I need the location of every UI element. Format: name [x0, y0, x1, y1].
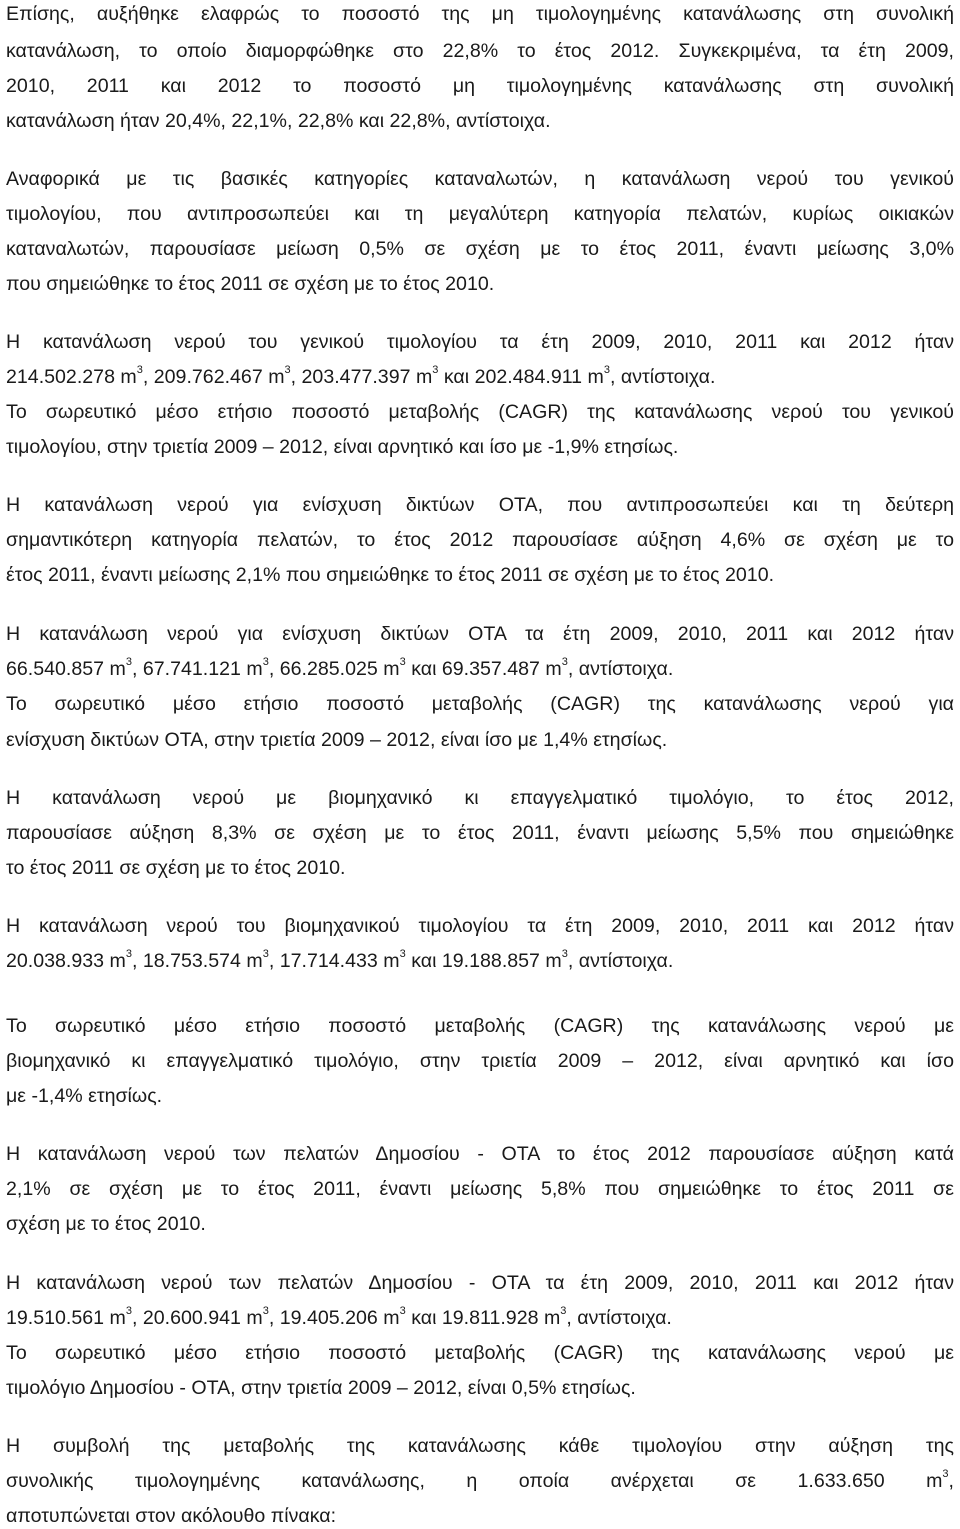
- paragraph-line: σχέση με το έτος 2010.: [6, 1213, 206, 1235]
- value: 203.477.397: [301, 366, 411, 388]
- paragraph-line: ενίσχυση δικτύων ΟΤΑ, στην τριετία 2009 – 2012, είναι ίσο με 1,4% ετησίως.: [6, 729, 668, 751]
- paragraph-line: Η κατανάλωση νερού του γενικού τιμολογίου τα έτη 2009, 2010, 2011 και 2012 ήταν: [6, 331, 954, 353]
- paragraph-line: Η κατανάλωση νερού με βιομηχανικό κι επαγγελματικό τιμολόγιο, το έτος 2012,: [6, 787, 954, 809]
- total-line: συνολικής τιμολογημένης κατανάλωσης, η οποία ανέρχεται σε 1.633.650 $m^3$,: [6, 1468, 954, 1492]
- general-values-line: 214.502.278 $m^3$, 209.762.467 $m^3$, 203.477.397 $m^3$ και 202.484.911 $m^3$, αντίστοιχα.: [6, 364, 716, 388]
- paragraph-line: Η κατανάλωση νερού των πελατών Δημοσίου - ΟΤΑ τα έτη 2009, 2010, 2011 και 2012 ήταν: [6, 1272, 954, 1294]
- value: 69.357.487: [441, 658, 540, 680]
- value: 19.510.561: [6, 1307, 105, 1329]
- paragraph-line: παρουσίασε αύξηση 8,3% σε σχέση με το έτος 2011, έναντι μείωσης 5,5% που σημειώθηκε: [6, 822, 954, 844]
- value: 18.753.574: [142, 950, 241, 972]
- value: 66.540.857: [6, 658, 105, 680]
- value: 209.762.467: [153, 366, 263, 388]
- paragraph-line: καταναλωτών, παρουσίασε μείωση 0,5% σε σχέση με το έτος 2011, έναντι μείωσης 3,0%: [6, 238, 954, 260]
- paragraph-line: κατανάλωση, το οποίο διαμορφώθηκε στο 22,8% το έτος 2012. Συγκεκριμένα, τα έτη 2009,: [6, 40, 954, 62]
- paragraph-line: αποτυπώνεται στον ακόλουθο πίνακα:: [6, 1505, 337, 1527]
- paragraph-line: τιμολογίου, στην τριετία 2009 – 2012, είναι αρνητικό και ίσο με -1,9% ετησίως.: [6, 436, 679, 458]
- paragraph-line: Το σωρευτικό μέσο ετήσιο ποσοστό μεταβολής (CAGR) της κατανάλωσης νερού με: [6, 1342, 954, 1364]
- value: 17.714.433: [279, 950, 378, 972]
- value: 20.038.933: [6, 950, 105, 972]
- paragraph-line: Το σωρευτικό μέσο ετήσιο ποσοστό μεταβολής (CAGR) της κατανάλωσης νερού με: [6, 1015, 954, 1037]
- value: 20.600.941: [142, 1307, 241, 1329]
- value: 66.285.025: [279, 658, 378, 680]
- value: 19.405.206: [279, 1307, 378, 1329]
- value: 202.484.911: [474, 366, 583, 388]
- paragraph-line: που σημειώθηκε το έτος 2011 σε σχέση με το έτος 2010.: [6, 273, 495, 295]
- paragraph-line: βιομηχανικό κι επαγγελματικό τιμολόγιο, στην τριετία 2009 – 2012, είναι αρνητικό και ίσο: [6, 1050, 954, 1072]
- value: 19.188.857: [441, 950, 540, 972]
- paragraph-line: 2,1% σε σχέση με το έτος 2011, έναντι μείωσης 5,8% που σημειώθηκε το έτος 2011 σε: [6, 1178, 954, 1200]
- paragraph-line: Η κατανάλωση νερού του βιομηχανικού τιμολογίου τα έτη 2009, 2010, 2011 και 2012 ήταν: [6, 915, 954, 937]
- paragraph-line: Η κατανάλωση νερού για ενίσχυση δικτύων ΟΤΑ τα έτη 2009, 2010, 2011 και 2012 ήταν: [6, 623, 954, 645]
- ota-values-line: 66.540.857 $m^3$, 67.741.121 $m^3$, 66.285.025 $m^3$ και 69.357.487 $m^3$, αντίστοιχα.: [6, 656, 674, 680]
- value: 19.811.928: [441, 1307, 539, 1329]
- paragraph-line: έτος 2011, έναντι μείωσης 2,1% που σημειώθηκε το έτος 2011 σε σχέση με το έτος 2010.: [6, 564, 775, 586]
- paragraph-line: με -1,4% ετησίως.: [6, 1085, 163, 1107]
- public-values-line: 19.510.561 $m^3$, 20.600.941 $m^3$, 19.405.206 $m^3$ και 19.811.928 $m^3$, αντίστοιχα.: [6, 1305, 672, 1329]
- value: 214.502.278: [6, 366, 115, 388]
- paragraph-line: τιμολόγιο Δημοσίου - ΟΤΑ, στην τριετία 2009 – 2012, είναι 0,5% ετησίως.: [6, 1377, 636, 1399]
- paragraph-line: Επίσης, αυξήθηκε ελαφρώς το ποσοστό της μη τιμολογημένης κατανάλωσης στη συνολική: [6, 3, 954, 25]
- paragraph-line: Η κατανάλωση νερού των πελατών Δημοσίου - ΟΤΑ το έτος 2012 παρουσίασε αύξηση κατά: [6, 1143, 954, 1165]
- paragraph-line: 2010, 2011 και 2012 το ποσοστό μη τιμολογημένης κατανάλωσης στη συνολική: [6, 75, 954, 97]
- paragraph-line: Αναφορικά με τις βασικές κατηγορίες καταναλωτών, η κατανάλωση νερού του γενικού: [6, 168, 954, 190]
- paragraph-line: Η συμβολή της μεταβολής της κατανάλωσης κάθε τιμολογίου στην αύξηση της: [6, 1435, 954, 1457]
- industrial-values-line: 20.038.933 $m^3$, 18.753.574 $m^3$, 17.714.433 $m^3$ και 19.188.857 $m^3$, αντίστοιχα.: [6, 948, 674, 972]
- paragraph-line: Το σωρευτικό μέσο ετήσιο ποσοστό μεταβολής (CAGR) της κατανάλωσης νερού του γενικού: [6, 401, 954, 423]
- paragraph-line: Η κατανάλωση νερού για ενίσχυση δικτύων ΟΤΑ, που αντιπροσωπεύει και τη δεύτερη: [6, 494, 954, 516]
- paragraph-line: Το σωρευτικό μέσο ετήσιο ποσοστό μεταβολής (CAGR) της κατανάλωσης νερού για: [6, 693, 954, 715]
- paragraph-line: τιμολογίου, που αντιπροσωπεύει και τη μεγαλύτερη κατηγορία πελατών, κυρίως οικιακών: [6, 203, 954, 225]
- paragraph-line: κατανάλωση ήταν 20,4%, 22,1%, 22,8% και 22,8%, αντίστοιχα.: [6, 110, 551, 132]
- paragraph-line: το έτος 2011 σε σχέση με το έτος 2010.: [6, 857, 346, 879]
- paragraph-line: σημαντικότερη κατηγορία πελατών, το έτος 2012 παρουσίασε αύξηση 4,6% σε σχέση με το: [6, 529, 954, 551]
- value: 67.741.121: [142, 658, 241, 680]
